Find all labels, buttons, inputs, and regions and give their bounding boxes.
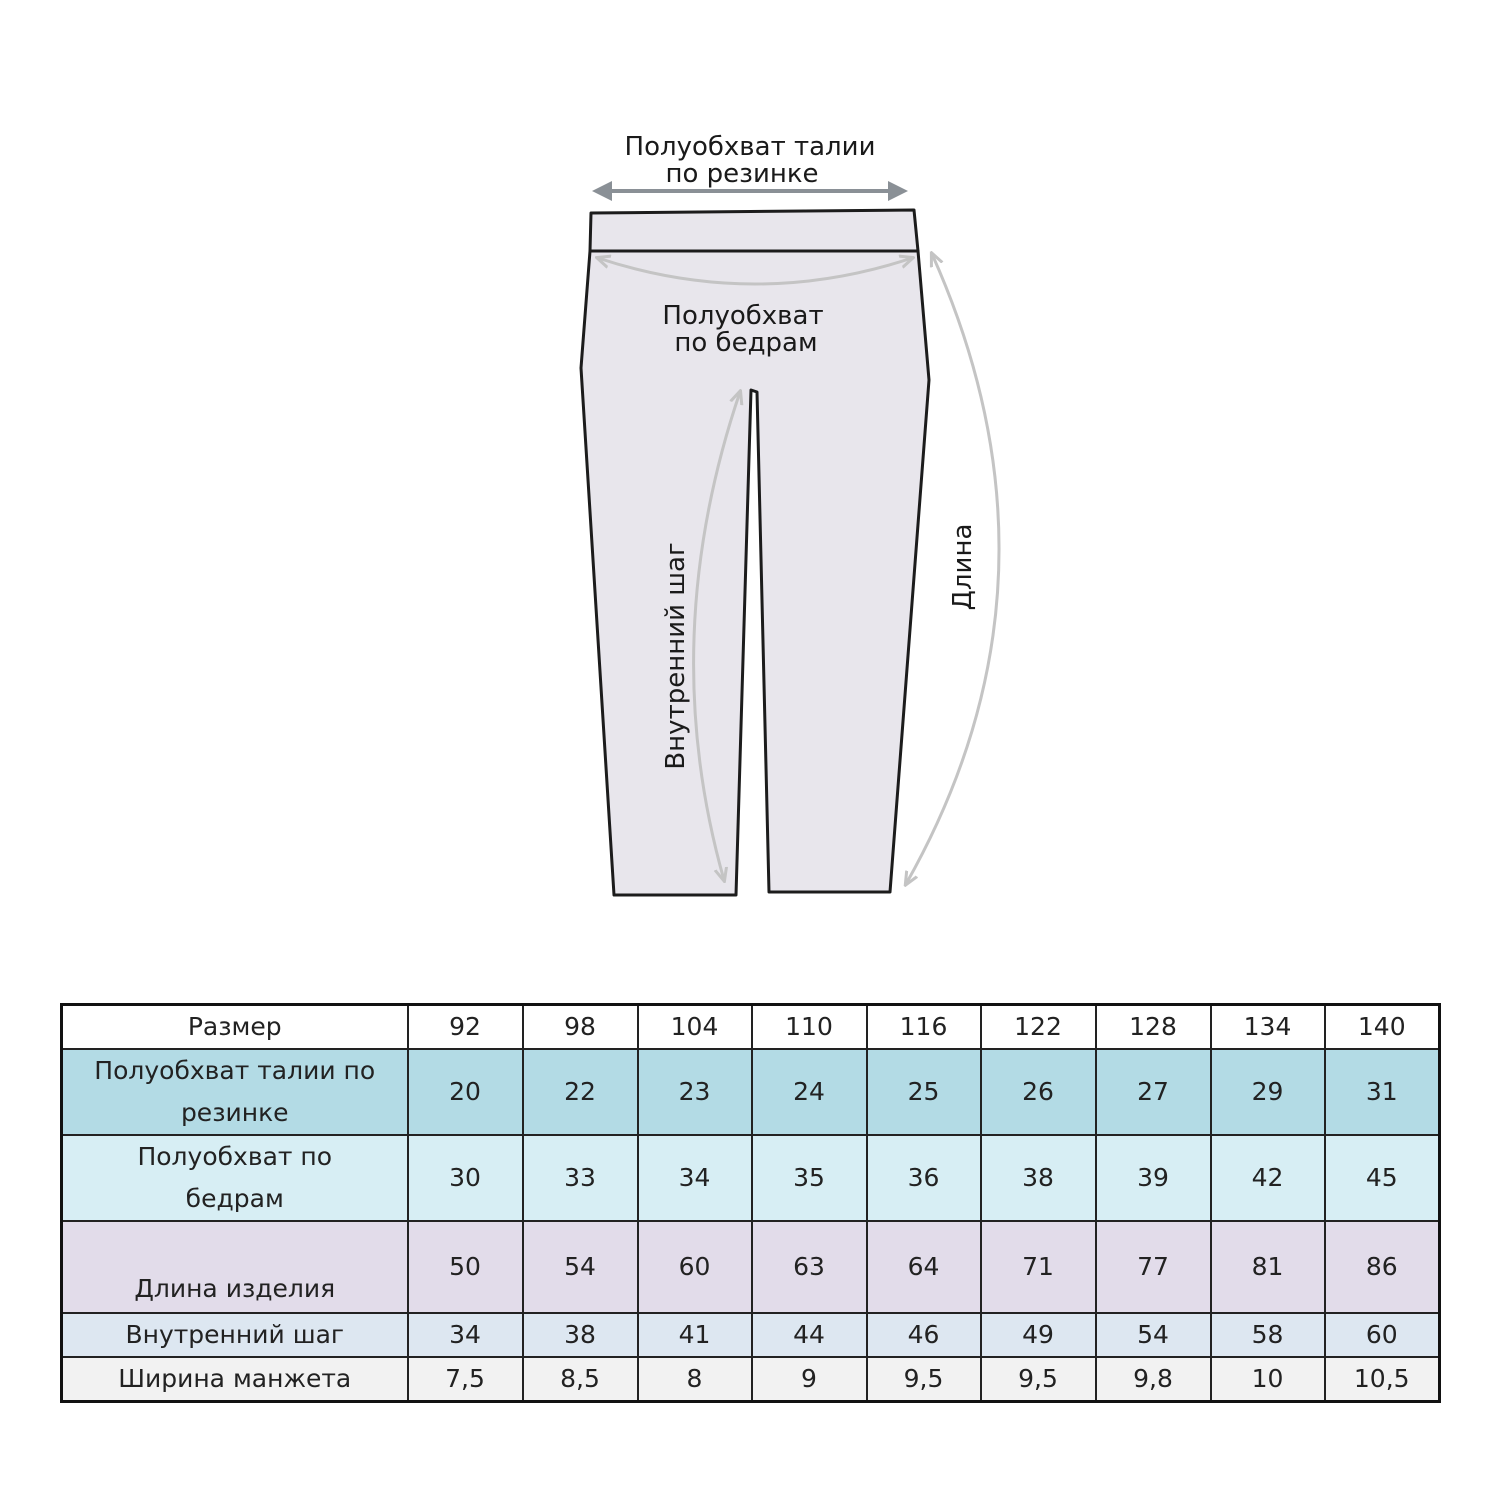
row-label-line2: резинке [180,1098,289,1127]
value-cell: 26 [981,1049,1096,1135]
value-cell: 36 [867,1135,981,1221]
value-cell: 49 [981,1313,1096,1357]
row-label-cell: Внутренний шаг [62,1313,408,1357]
value-cell: 42 [1211,1135,1325,1221]
size-cell: 128 [1096,1005,1211,1050]
value-cell: 9,5 [867,1357,981,1402]
value-cell: 33 [523,1135,638,1221]
value-cell: 54 [523,1221,638,1313]
table-row-hips [62,1135,1440,1221]
value-cell: 44 [752,1313,867,1357]
value-cell: 46 [867,1313,981,1357]
size-cell: 110 [752,1005,867,1050]
hips-label-line2: по бедрам [674,328,818,358]
value-cell: 38 [981,1135,1096,1221]
waist-label-line1: Полуобхват талии [624,132,876,162]
value-cell: 54 [1096,1313,1211,1357]
row-label-cell [62,1135,408,1221]
value-cell: 81 [1211,1221,1325,1313]
row-label-line1: Полуобхват талии по [94,1056,376,1085]
value-cell: 60 [638,1221,752,1313]
waistband [590,210,918,251]
value-cell: 45 [1325,1135,1440,1221]
table-row-inseam [62,1313,1440,1357]
size-cell: 134 [1211,1005,1325,1050]
value-cell: 9,8 [1096,1357,1211,1402]
value-cell: 63 [752,1221,867,1313]
inseam-label: Внутренний шаг [661,542,691,770]
row-label-line2: бедрам [185,1184,284,1213]
value-cell: 22 [523,1049,638,1135]
value-cell: 8,5 [523,1357,638,1402]
size-cell: 98 [523,1005,638,1050]
row-label-cell [62,1049,408,1135]
row-label-line1: Полуобхват по [137,1142,333,1171]
value-cell: 24 [752,1049,867,1135]
value-cell: 10 [1211,1357,1325,1402]
size-cell: 104 [638,1005,752,1050]
value-cell: 34 [408,1313,523,1357]
header-label-cell: Размер [62,1005,408,1050]
size-cell: 92 [408,1005,523,1050]
value-cell: 35 [752,1135,867,1221]
value-cell: 41 [638,1313,752,1357]
hips-label-line1: Полуобхват [662,301,824,331]
table-row-cuff [62,1357,1440,1402]
value-cell: 58 [1211,1313,1325,1357]
size-cell: 116 [867,1005,981,1050]
value-cell: 20 [408,1049,523,1135]
table-row-length [62,1221,1440,1313]
value-cell: 60 [1325,1313,1440,1357]
waist-label-line2: по резинке [665,159,819,189]
size-cell: 140 [1325,1005,1440,1050]
value-cell: 38 [523,1313,638,1357]
value-cell: 64 [867,1221,981,1313]
value-cell: 31 [1325,1049,1440,1135]
size-cell: 122 [981,1005,1096,1050]
value-cell: 23 [638,1049,752,1135]
table-header-row [62,1005,1440,1050]
row-label-cell: Ширина манжета [62,1357,408,1402]
value-cell: 34 [638,1135,752,1221]
value-cell: 9,5 [981,1357,1096,1402]
value-cell: 8 [638,1357,752,1402]
size-table [60,1003,1441,1403]
value-cell: 50 [408,1221,523,1313]
value-cell: 77 [1096,1221,1211,1313]
value-cell: 25 [867,1049,981,1135]
value-cell: 9 [752,1357,867,1402]
value-cell: 7,5 [408,1357,523,1402]
table-row-waist [62,1049,1440,1135]
value-cell: 27 [1096,1049,1211,1135]
value-cell: 71 [981,1221,1096,1313]
length-label: Длина [948,523,978,611]
row-label-cell: Длина изделия [62,1221,408,1313]
value-cell: 39 [1096,1135,1211,1221]
value-cell: 30 [408,1135,523,1221]
value-cell: 10,5 [1325,1357,1440,1402]
value-cell: 29 [1211,1049,1325,1135]
value-cell: 86 [1325,1221,1440,1313]
